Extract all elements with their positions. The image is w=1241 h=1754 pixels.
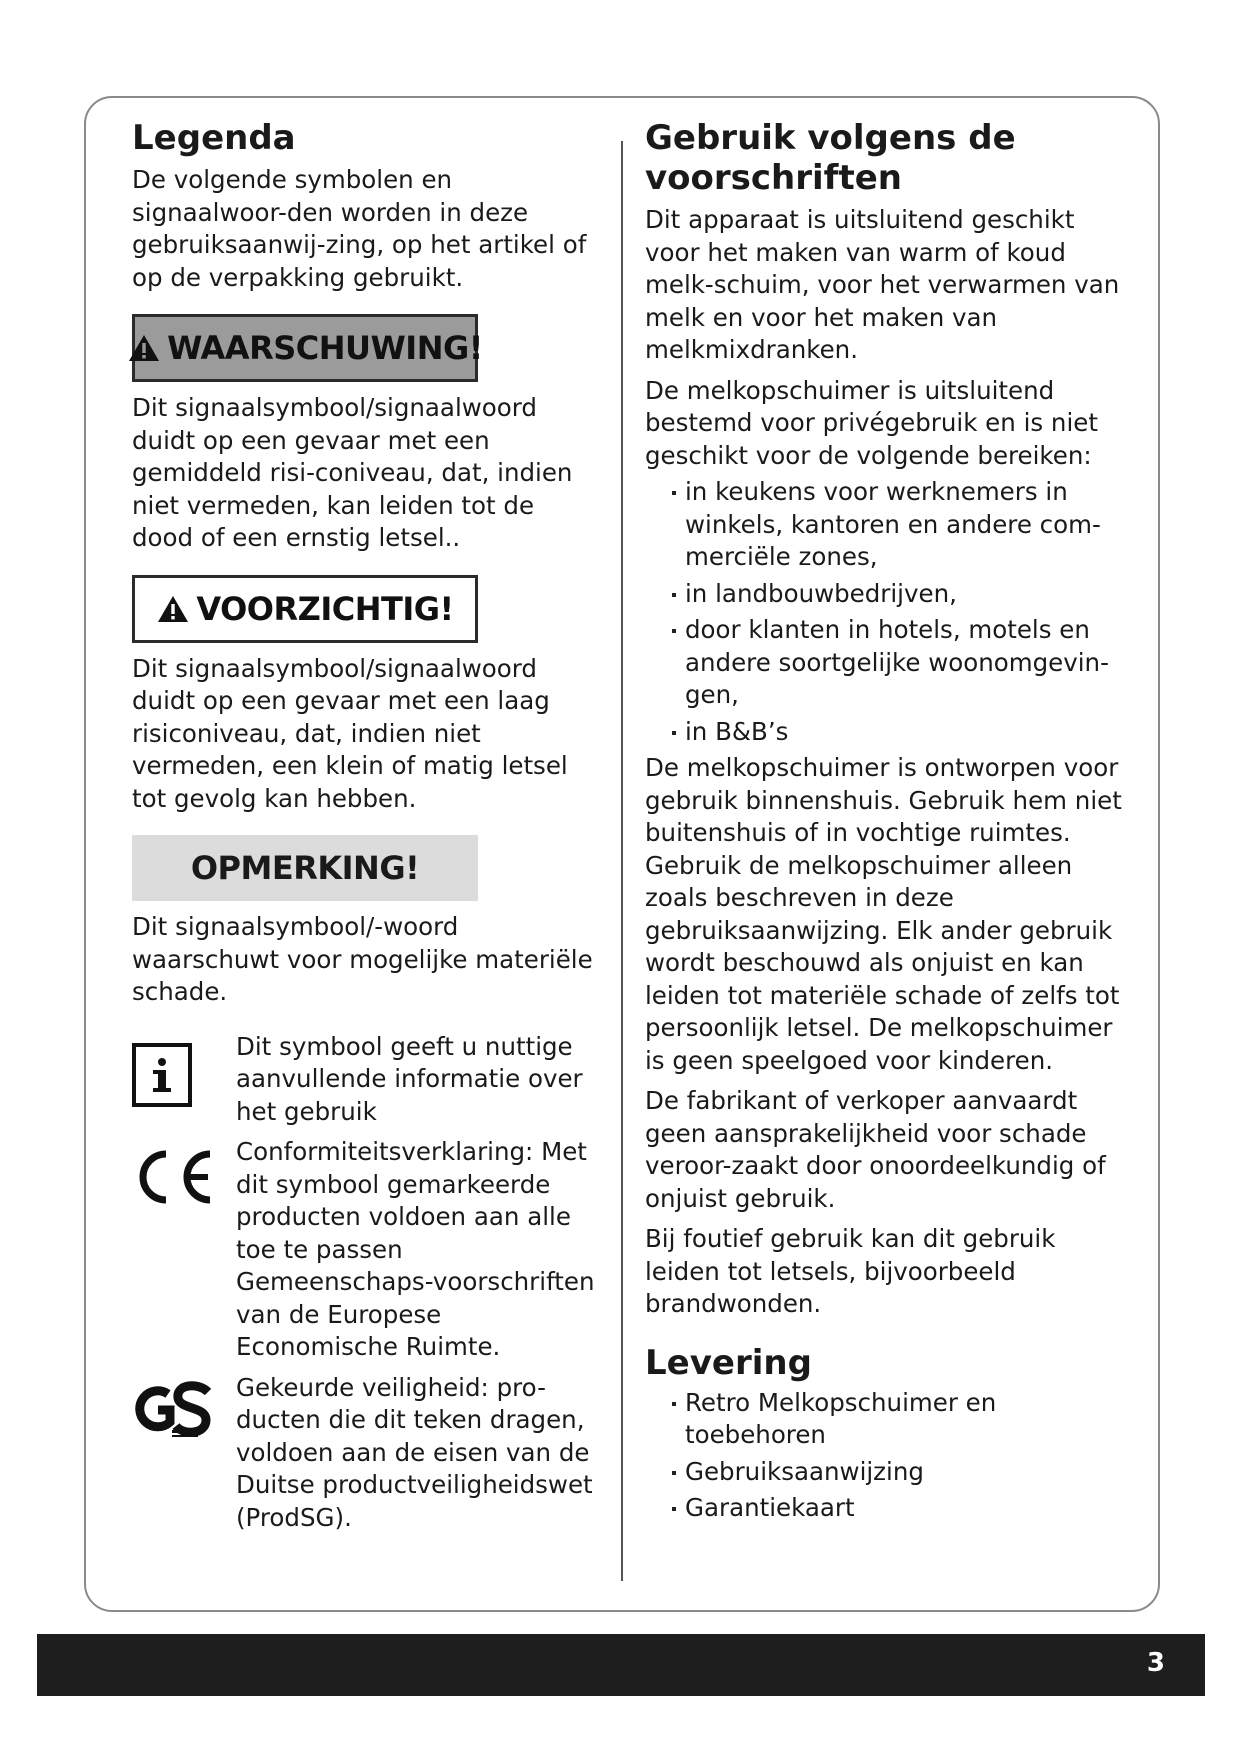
caution-label-text: VOORZICHTIG! xyxy=(196,589,454,628)
delivery-title: Levering xyxy=(645,1342,812,1383)
symbol-text-gs: Gekeurde veiligheid: pro-ducten die dit teken dragen, voldoen aan de eisen van de Duitse productveiligheidswet (ProdSG). xyxy=(236,1372,593,1532)
list-item: in B&B’s xyxy=(645,716,1125,749)
usage-paragraph-5: Bij foutief gebruik kan dit gebruik leiden tot letsels, bijvoorbeeld brandwonden. xyxy=(645,1224,1056,1318)
delivery-list xyxy=(645,1387,1125,1525)
usage-paragraph-4: De fabrikant of verkoper aanvaardt geen aansprakelijkheid voor schade veroor-zaakt door onoordeelkundig of onjuist gebruik. xyxy=(645,1086,1106,1213)
gs-mark-icon xyxy=(132,1376,214,1446)
excluded-areas-list xyxy=(645,476,1125,748)
legend-intro: De volgende symbolen en signaalwoor-den worden in deze gebruiksaanwij-zing, op het artikel of op de verpakking gebruikt. xyxy=(132,165,587,292)
note-label xyxy=(132,835,478,901)
usage-paragraph-1: Dit apparaat is uitsluitend geschikt voor het maken van warm of koud melk-schuim, voor het verwarmen van melk en voor het maken van melkmixdranken. xyxy=(645,205,1120,364)
legend-title: Legenda xyxy=(132,118,296,158)
list-item: door klanten in hotels, motels en andere soortgelijke woonomgevin-gen, xyxy=(645,614,1125,712)
symbol-row-ce xyxy=(132,1136,602,1364)
symbol-row-info xyxy=(132,1031,602,1129)
symbol-text-info: Dit symbool geeft u nuttige aanvullende informatie over het gebruik xyxy=(236,1031,583,1126)
note-description: Dit signaalsymbool/-woord waarschuwt voor mogelijke materiële schade. xyxy=(132,912,593,1006)
info-icon xyxy=(132,1043,192,1107)
list-item: Gebruiksaanwijzing xyxy=(645,1456,1125,1489)
ce-mark-icon xyxy=(132,1148,214,1206)
usage-paragraph-3: De melkopschuimer is ontworpen voor gebruik binnenshuis. Gebruik hem niet buitenshuis of in vochtige ruimtes. Gebruik de melkopschuimer alleen zoals beschreven in deze gebruiksaanwijzing. Elk ander gebruik wordt beschouwd als onjuist en kan leiden tot materiële schade of zelfs tot persoonlijk letsel. De melkopschuimer is geen speelgoed voor kinderen. xyxy=(645,753,1122,1075)
list-item: Retro Melkopschuimer en toebehoren xyxy=(645,1387,1125,1452)
caution-label xyxy=(132,575,478,643)
caution-triangle-icon xyxy=(156,594,190,624)
usage-column xyxy=(645,118,1125,1529)
list-item: in keukens voor werknemers in winkels, kantoren en andere com-merciële zones, xyxy=(645,476,1125,574)
note-label-text: OPMERKING! xyxy=(190,849,420,887)
list-item: Garantiekaart xyxy=(645,1492,1125,1525)
warning-label xyxy=(132,314,483,382)
list-item: in landbouwbedrijven, xyxy=(645,578,1125,611)
usage-paragraph-2: De melkopschuimer is uitsluitend bestemd voor privégebruik en is niet geschikt voor de volgende bereiken: xyxy=(645,375,1098,470)
page-number: 3 xyxy=(1146,1648,1165,1678)
usage-title: Gebruik volgens de voorschriften xyxy=(645,118,1016,198)
column-divider xyxy=(621,141,623,1581)
footer-bar xyxy=(37,1634,1205,1696)
warning-description: Dit signaalsymbool/signaalwoord duidt op een gevaar met een gemiddeld risi-coniveau, dat, indien niet vermeden, kan leiden tot de dood of een ernstig letsel.. xyxy=(132,393,573,552)
legend-column xyxy=(132,118,602,1534)
warning-triangle-icon xyxy=(127,333,161,363)
caution-description: Dit signaalsymbool/signaalwoord duidt op een gevaar met een laag risiconiveau, dat, indien niet vermeden, een klein of matig letsel tot gevolg kan hebben. xyxy=(132,653,568,813)
warning-label-text: WAARSCHUWING! xyxy=(167,329,483,367)
symbol-text-ce: Conformiteitsverklaring: Met dit symbool gemarkeerde producten voldoen aan alle toe te passen Gemeenschaps-voorschriften van de Europese Economische Ruimte. xyxy=(236,1137,595,1361)
symbol-row-gs xyxy=(132,1372,602,1535)
